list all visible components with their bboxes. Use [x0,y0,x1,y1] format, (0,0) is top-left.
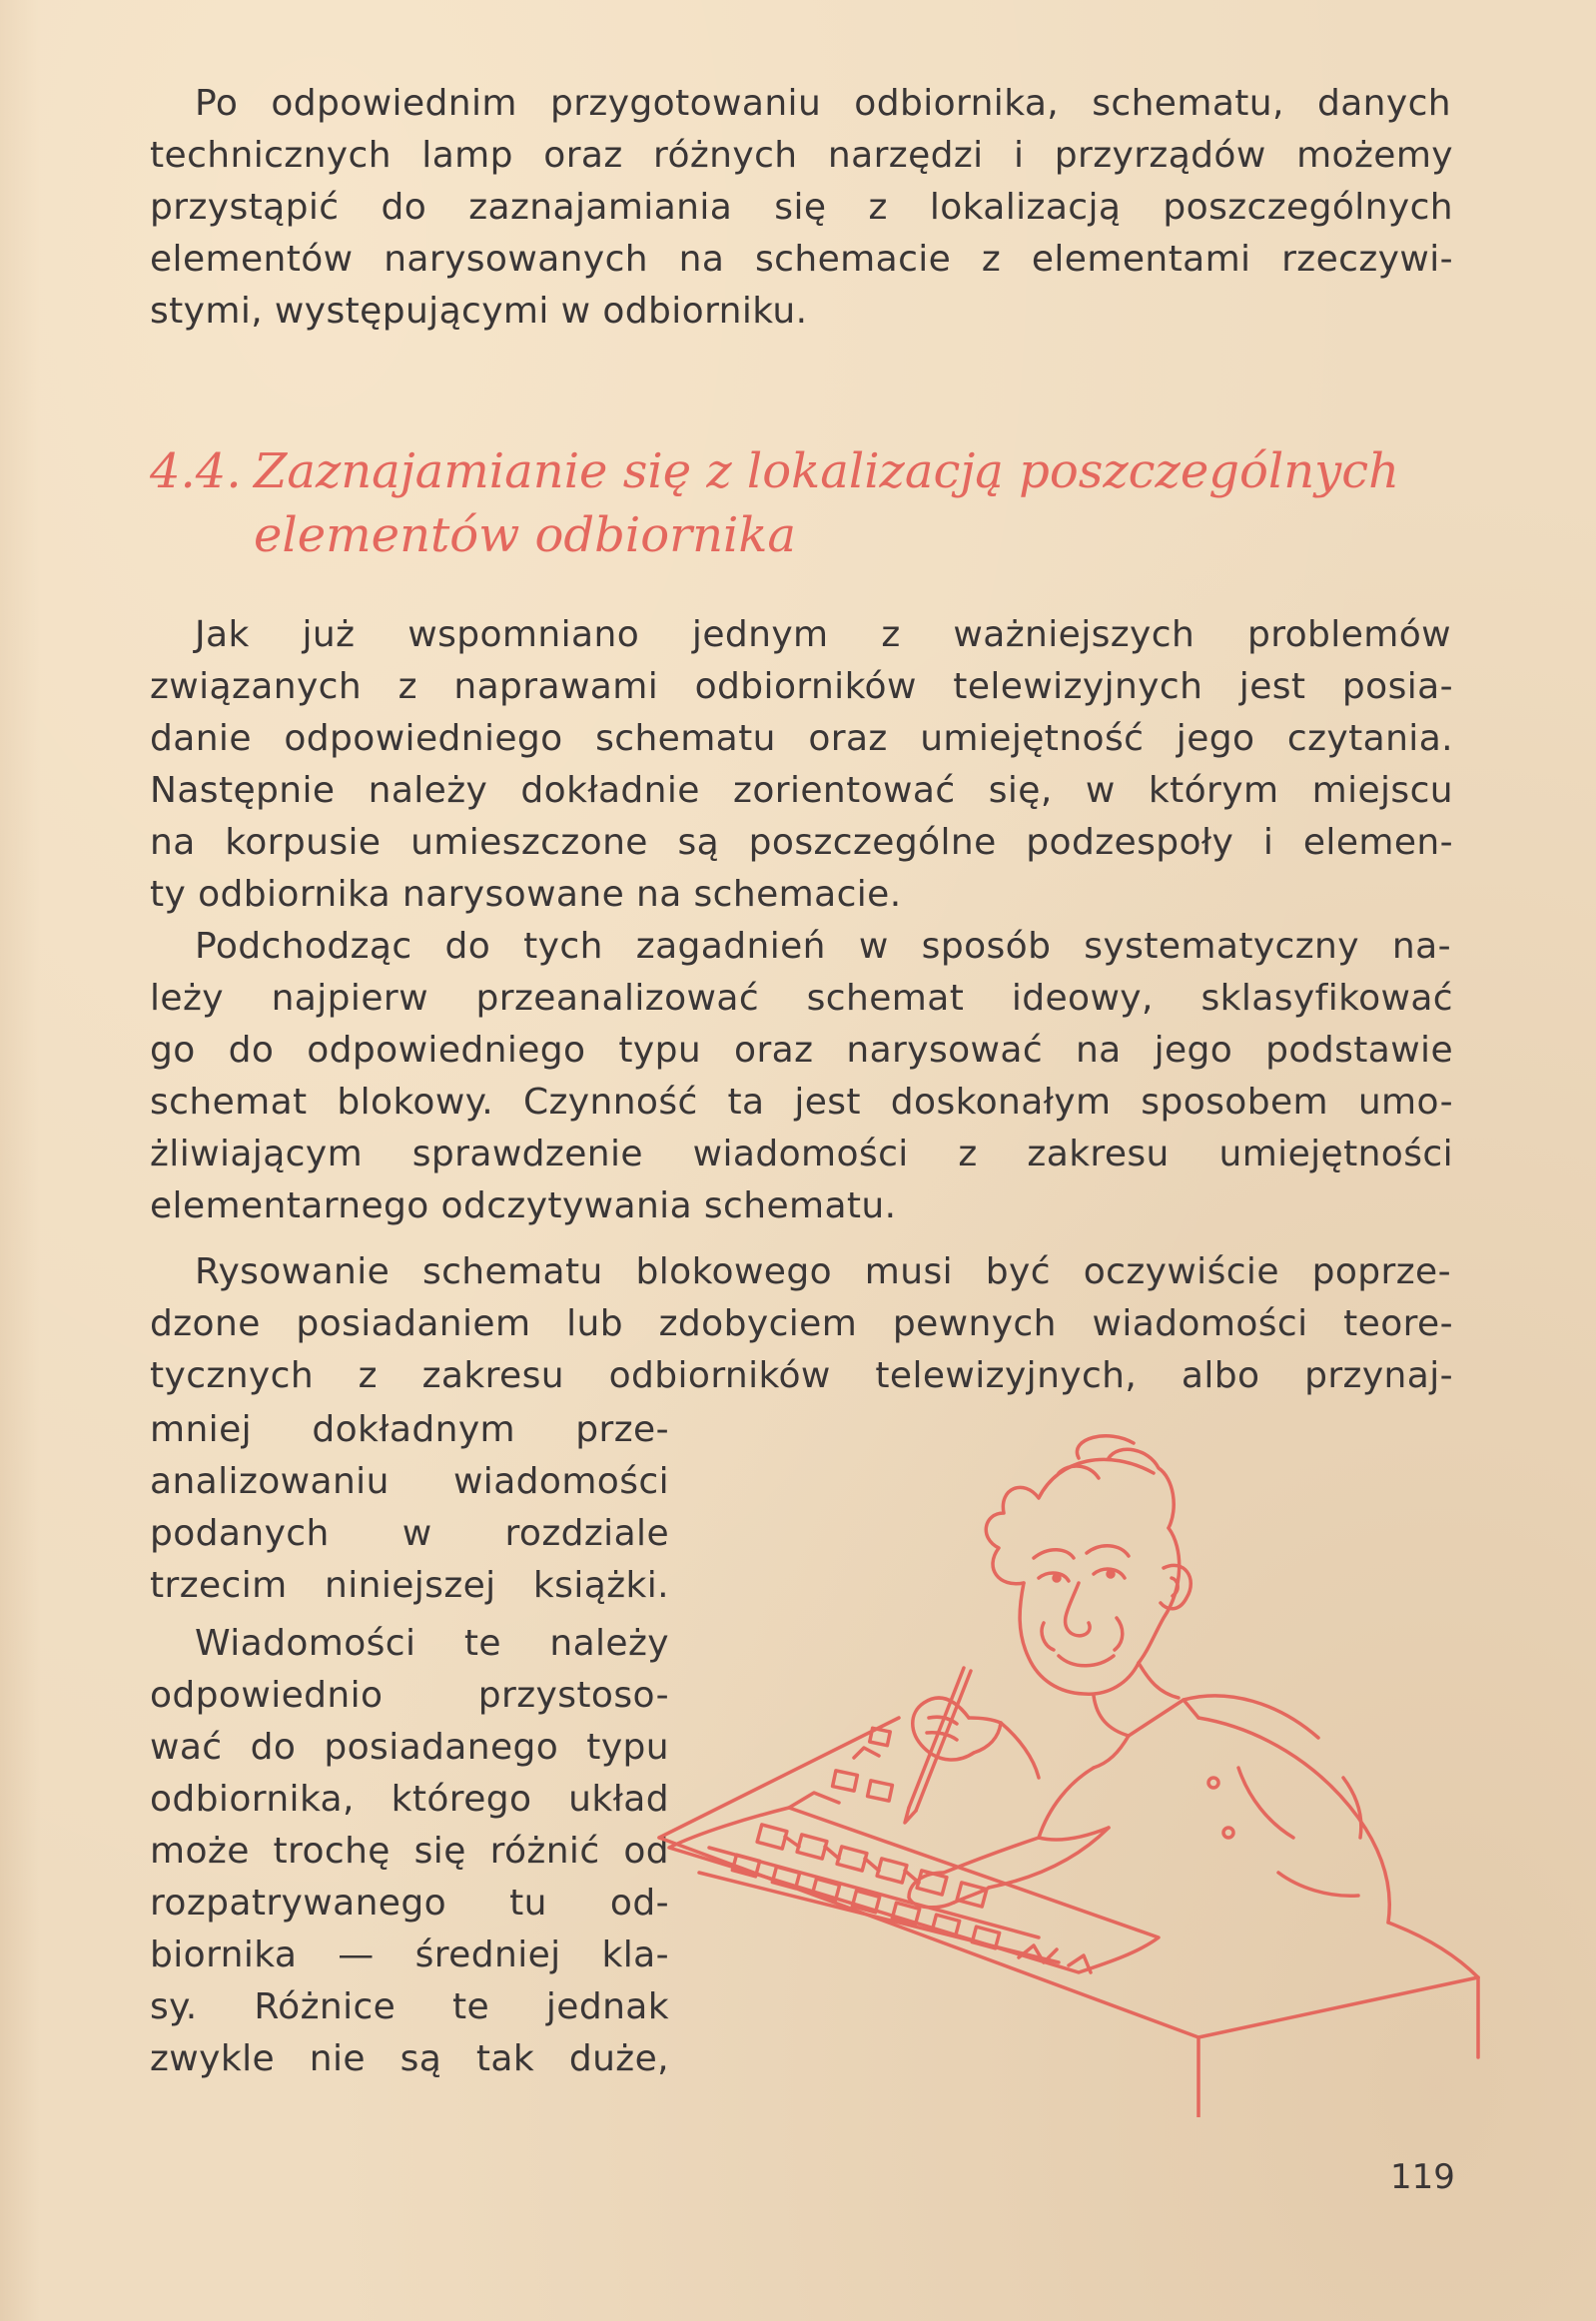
paragraph-3-line-3: tycznych z zakresu odbiorników telewizyjnych, albo przynaj- [150,1355,1453,1396]
paragraph-2-line-1: Podchodząc do tych zagadnień w sposób systematyczny na- [195,926,1451,967]
paragraph-3-narrow-line-4: trzecim niniejszej książki. [150,1565,669,1606]
paragraph-2-line-6: elementarnego odczytywania schematu. [150,1185,897,1226]
paragraph-2-line-4: schemat blokowy. Czynność ta jest doskonałym sposobem umo- [150,1082,1453,1123]
paragraph-3-narrow-line-3: podanych w rozdziale [150,1513,669,1554]
intro-line-5: stymi, występującymi w odbiorniku. [150,291,808,332]
paragraph-4-line-4: odbiornika, którego układ [150,1779,669,1820]
page-number: 119 [1390,2157,1455,2197]
paragraph-1-line-4: Następnie należy dokładnie zorientować się, w którym miejscu [150,770,1453,811]
paragraph-4-line-1: Wiadomości te należy [195,1623,669,1664]
intro-line-4: elementów narysowanych na schemacie z elementami rzeczywi- [150,239,1453,280]
paragraph-2-line-3: go do odpowiedniego typu oraz narysować na jego podstawie [150,1030,1453,1071]
man-drawing-block-diagram-illustration [639,1418,1498,2117]
paragraph-4-line-2: odpowiednio przystoso- [150,1675,669,1716]
paragraph-1-line-2: związanych z naprawami odbiorników telewizyjnych jest posia- [150,666,1453,707]
paragraph-4-line-9: zwykle nie są tak duże, [150,2038,669,2079]
paragraph-4-line-3: wać do posiadanego typu [150,1727,669,1768]
section-title-line-1: Zaznajamianie się z lokalizacją poszczególnych [254,443,1400,499]
intro-line-3: przystąpić do zaznajamiania się z lokalizacją poszczególnych [150,187,1453,228]
paragraph-4-line-8: sy. Różnice te jednak [150,1986,669,2027]
intro-line-1: Po odpowiednim przygotowaniu odbiornika, schematu, danych [195,83,1451,124]
intro-line-2: technicznych lamp oraz różnych narzędzi i przyrządów możemy [150,135,1453,176]
paragraph-3-narrow-line-2: analizowaniu wiadomości [150,1461,669,1502]
section-title-line-2: elementów odbiornika [254,507,797,563]
paragraph-3-narrow-line-1: mniej dokładnym prze- [150,1409,669,1450]
paragraph-3-line-2: dzone posiadaniem lub zdobyciem pewnych wiadomości teore- [150,1303,1453,1344]
paragraph-1-line-3: danie odpowiedniego schematu oraz umiejętność jego czytania. [150,718,1453,759]
paragraph-1-line-1: Jak już wspomniano jednym z ważniejszych problemów [195,614,1451,655]
paragraph-1-line-6: ty odbiornika narysowane na schemacie. [150,874,902,915]
paragraph-4-line-5: może trochę się różnić od [150,1831,669,1872]
paragraph-1-line-5: na korpusie umieszczone są poszczególne podzespoły i elemen- [150,822,1453,863]
paragraph-4-line-7: biornika — średniej kla- [150,1934,669,1975]
paragraph-3-line-1: Rysowanie schematu blokowego musi być oczywiście poprze- [195,1251,1451,1292]
paragraph-4-line-6: rozpatrywanego tu od- [150,1883,669,1924]
paragraph-2-line-5: żliwiającym sprawdzenie wiadomości z zakresu umiejętności [150,1134,1453,1174]
paragraph-2-line-2: leży najpierw przeanalizować schemat ideowy, sklasyfikować [150,978,1453,1019]
section-number: 4.4. [150,443,242,499]
